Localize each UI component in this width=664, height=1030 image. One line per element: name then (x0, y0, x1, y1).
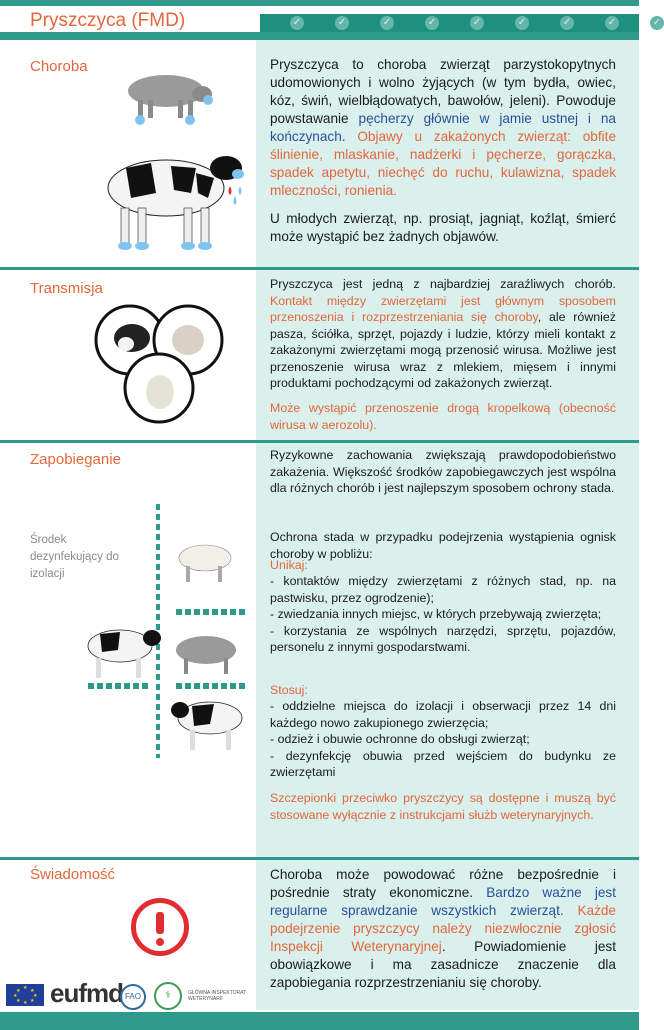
footer-logos (0, 976, 256, 1010)
stosuj-list (270, 698, 616, 781)
transmisja-text (270, 276, 616, 392)
unikaj-label: Unikaj: (270, 558, 308, 572)
page-title: Pryszczyca (FMD) (30, 10, 186, 31)
check-icon: ✓ (650, 16, 664, 30)
disinfectant-note: Środek dezynfekujący do izolacji (30, 534, 119, 580)
unikaj-list (270, 573, 616, 656)
unikaj-item: - korzystania ze wspólnych narzędzi, sprzętu, pojazdów, personelu z innymi gospodarstwami. (270, 623, 616, 654)
cow-illustration (96, 138, 256, 256)
eu-flag-icon: ★ ★ ★ ★ ★ ★ ★ ★ (6, 984, 44, 1006)
choroba-p1: Pryszczyca to choroba zwierząt parzystokopytnych udomowionych i wolno żyjących (w tym bydła, owiec, kóz, świń, wielbłądowatych, bawołów, jeleni). Powoduje powstawanie (270, 57, 616, 126)
check-icon: ✓ (605, 16, 619, 30)
zapobieganie-p1: Ryzykowne zachowania zwiększają prawdopodobieństwo zakażenia. Większość środków zapobiegawczych jest wspólna dla różnych chorób i jest najlepszym sposobem ochrony stada. (270, 448, 616, 495)
choroba-p1-blue: pęcherzy głównie w jamie ustnej i na kończynach. (270, 111, 616, 144)
stosuj-item: - dezynfekcję obuwia przed wejściem do budynku ze zwierzętami (270, 748, 616, 779)
header-underline (0, 32, 639, 40)
section-divider (0, 440, 639, 443)
transmisja-p2: Może wystąpić przenoszenie drogą kropelkową (obecność wirusa w aerozolu). (270, 401, 616, 432)
transmisja-p1-red: Kontakt między zwierzętami jest głównym sposobem przenoszenia i rozprzestrzeniania się choroby (270, 293, 616, 324)
zapobieganie-p2: Ochrona stada w przypadku podejrzenia wystąpienia ognisk choroby w pobliżu: (270, 530, 616, 561)
warning-icon (131, 898, 189, 956)
unikaj-item: - zwiedzania innych miejsc, w których przebywają zwierzęta; (270, 607, 602, 621)
check-icon: ✓ (380, 16, 394, 30)
eufmd-logo: eufmd (50, 978, 123, 1008)
check-icon: ✓ (335, 16, 349, 30)
isolation-illustration (80, 500, 250, 770)
check-icon: ✓ (560, 16, 574, 30)
swiadomosc-p1: Choroba może powodować różne bezpośrednie i pośrednie straty ekonomiczne. (270, 867, 616, 900)
giw-emblem-icon: ⚕ (154, 982, 182, 1010)
stosuj-label: Stosuj: (270, 683, 308, 697)
unikaj-item: - kontaktów między zwierzętami z różnych stad, np. na pastwisku, przez ogrodzenie); (270, 574, 616, 605)
section-label-swiadomosc: Świadomość (30, 866, 116, 883)
section-divider (0, 857, 639, 860)
section-label-zapobieganie: Zapobieganie (30, 451, 121, 468)
check-icon: ✓ (470, 16, 484, 30)
bottom-band (0, 1012, 639, 1030)
section-divider (0, 267, 639, 270)
sheep-illustration (118, 66, 218, 126)
header (0, 6, 662, 32)
choroba-p1-red: Objawy u zakażonych zwierząt: obfite ślinienie, mlaskanie, nadżerki i pęcherze, gorączka, spadek apetytu, niechęć do ruchu, kulawizna, spadek mleczności, ronienia. (270, 129, 616, 198)
section-label-choroba: Choroba (30, 58, 88, 75)
stosuj-item: - oddzielne miejsca do izolacji i obserwacji przez 14 dni każdego nowo zakupionego zwierzęcia; (270, 699, 616, 730)
transmisja-p1-rest: , ale również pasza, ściółka, sprzęt, pojazdy i ludzie, którzy mieli kontakt z zakażonymi zwierzętami mogą przenosić wirusa. Możliwe jest przenoszenie wirusa wraz z mlekiem, mięsem i innymi produktami pochodzącymi od zakażonych zwierząt. (270, 310, 616, 390)
fao-logo: FAO (120, 984, 146, 1010)
vaccine-note: Szczepionki przeciwko pryszczycy są dostępne i muszą być stosowane wyłącznie z instrukcjami służb weterynaryjnych. (270, 791, 616, 822)
swiadomosc-p1-red: Każde podejrzenie pryszczycy należy niezwłocznie zgłosić Inspekcji Weterynaryjnej (270, 903, 616, 954)
swiadomosc-text (270, 866, 616, 992)
section-label-transmisja: Transmisja (30, 280, 103, 297)
check-icon: ✓ (425, 16, 439, 30)
swiadomosc-p1-rest: . Powiadomienie jest obowiązkowe i ma zasadnicze znaczenie dla zapobiegania rozprzestrzenianiu się choroby. (270, 939, 616, 990)
transmission-circles-illustration (90, 298, 230, 428)
choroba-text (270, 56, 616, 200)
transmisja-p1: Pryszczyca jest jedną z najbardziej zaraźliwych chorób. (270, 277, 616, 291)
header-checks (290, 16, 664, 30)
choroba-p2: U młodych zwierząt, np. prosiąt, jagniąt, koźląt, śmierć może wystąpić bez żadnych objawów. (270, 211, 616, 244)
stosuj-item: - odzież i obuwie ochronne do obsługi zwierząt; (270, 732, 530, 746)
swiadomosc-p1-blue: Bardzo ważne jest regularne sprawdzanie wszystkich zwierząt. (270, 885, 616, 918)
check-icon: ✓ (290, 16, 304, 30)
giw-logo-text: GŁÓWNA INSPEKTORAT WETERYNARII (188, 990, 247, 1002)
check-icon: ✓ (515, 16, 529, 30)
